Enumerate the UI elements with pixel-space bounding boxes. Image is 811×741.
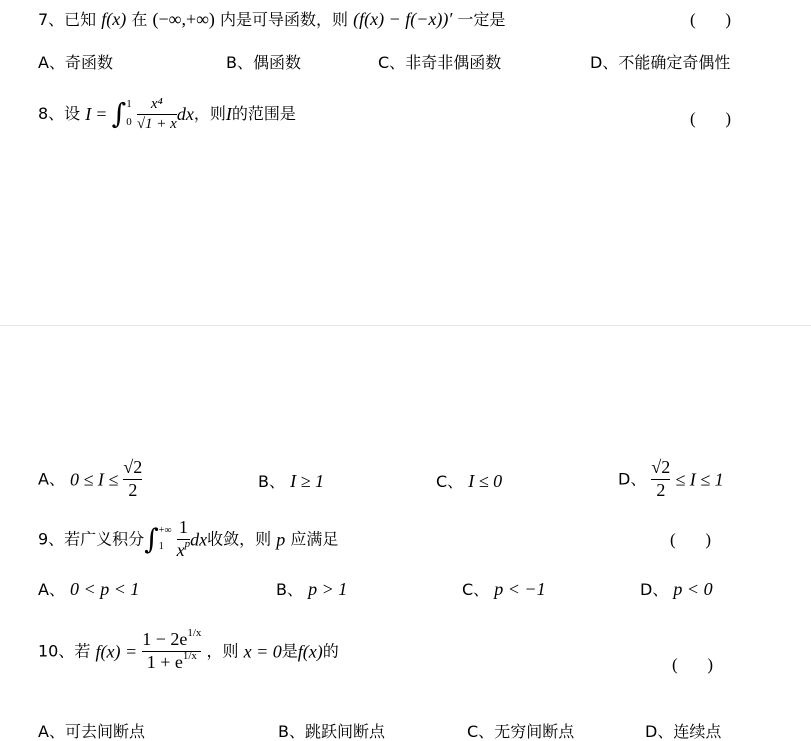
option-letter: D、 xyxy=(590,53,619,72)
option-letter: A、 xyxy=(38,469,65,489)
q7-expression: (f(x) − f(−x))′ xyxy=(353,9,453,29)
q7-fx: f(x) xyxy=(101,9,127,29)
q10-is: 是 xyxy=(281,641,298,661)
q9-fraction xyxy=(177,518,191,561)
option-math: 0 < p < 1 xyxy=(70,579,140,599)
option-text: 连续点 xyxy=(673,722,722,741)
q10-option-b[interactable] xyxy=(278,724,385,740)
q8-eq: = xyxy=(96,104,107,124)
q10-prefix: 10、若 xyxy=(38,641,91,661)
q7-option-c[interactable] xyxy=(378,55,501,71)
question-9-stem xyxy=(38,518,338,561)
option-text: 奇函数 xyxy=(64,53,113,72)
q7-option-a[interactable] xyxy=(38,55,113,71)
q8-suffix: ，则 xyxy=(193,104,226,123)
q7-interval: (−∞,+∞) xyxy=(152,9,215,29)
option-text: 不能确定奇偶性 xyxy=(618,53,731,72)
q9-den-exponent: p xyxy=(184,537,191,550)
integral-sign: ∫ xyxy=(111,97,127,130)
q8-answer-blank[interactable]: ( ) xyxy=(690,109,732,128)
option-letter: D、 xyxy=(640,580,669,599)
option-fraction xyxy=(123,458,142,501)
q8-option-c[interactable] xyxy=(436,472,502,490)
option-letter: C、 xyxy=(467,722,495,741)
q10-num-exponent: 1/x xyxy=(187,627,202,639)
q10-denominator xyxy=(142,649,201,673)
option-letter: B、 xyxy=(258,472,285,491)
option-math: ≤ I ≤ 1 xyxy=(675,469,724,490)
frac-numerator: √2 xyxy=(123,457,143,477)
option-letter: B、 xyxy=(276,580,303,599)
option-letter: D、 xyxy=(645,722,674,741)
q9-var: p xyxy=(276,529,286,550)
page-divider xyxy=(0,325,811,326)
option-math: 0 ≤ I ≤ xyxy=(70,469,119,490)
q8-int-lower: 0 xyxy=(126,116,132,128)
option-letter: B、 xyxy=(278,722,305,741)
q9-option-b[interactable] xyxy=(276,580,347,598)
question-10-stem xyxy=(38,627,339,673)
q9-dx: dx xyxy=(190,529,208,550)
q9-int-upper: +∞ xyxy=(158,525,172,537)
q10-cond: x = 0 xyxy=(243,641,282,662)
q10-option-c[interactable] xyxy=(467,724,574,740)
q8-int-upper: 1 xyxy=(126,98,132,111)
q10-fx2: f(x) xyxy=(297,641,323,662)
option-letter: A、 xyxy=(38,722,65,741)
option-letter: D、 xyxy=(618,469,647,489)
option-math: p > 1 xyxy=(308,579,348,599)
q9-den-base: x xyxy=(176,539,185,560)
q8-dx: dx xyxy=(176,104,194,124)
option-math: p < 0 xyxy=(673,579,713,599)
option-letter: C、 xyxy=(378,53,406,72)
option-text: 可去间断点 xyxy=(64,722,145,741)
q9-suffix: 应满足 xyxy=(290,529,339,549)
q7-option-b[interactable] xyxy=(226,55,301,71)
q8-fraction xyxy=(137,96,177,132)
q10-fraction xyxy=(142,627,202,673)
q8-var2: I xyxy=(225,104,232,124)
option-math: p < −1 xyxy=(494,579,546,599)
q9-middle: 收敛，则 xyxy=(207,529,272,549)
option-text: 偶函数 xyxy=(252,53,301,72)
q8-option-b[interactable] xyxy=(258,472,324,490)
q9-option-a[interactable] xyxy=(38,580,139,598)
q7-middle: 内是可导函数，则 xyxy=(220,10,349,29)
q8-option-a[interactable] xyxy=(38,458,142,501)
integral-sign: ∫ xyxy=(144,522,159,556)
frac-denominator: 2 xyxy=(128,479,138,500)
q7-option-d[interactable] xyxy=(590,55,730,71)
q10-den-main: 1 + e xyxy=(146,651,183,672)
frac-denominator: 2 xyxy=(656,479,666,500)
q7-in: 在 xyxy=(131,10,148,29)
question-8-stem xyxy=(38,96,296,132)
option-letter: C、 xyxy=(436,472,464,491)
q10-numerator xyxy=(142,627,202,650)
q8-var: I xyxy=(85,104,92,124)
q10-fx: f(x) = xyxy=(95,641,138,662)
option-fraction xyxy=(651,458,670,501)
q10-option-a[interactable] xyxy=(38,724,145,740)
option-math: I ≥ 1 xyxy=(290,471,324,491)
q10-answer-blank[interactable]: ( ) xyxy=(672,655,714,674)
q9-option-c[interactable] xyxy=(462,580,546,598)
q8-numerator: x⁴ xyxy=(150,96,163,112)
option-letter: A、 xyxy=(38,53,65,72)
q10-middle: ，则 xyxy=(206,641,239,661)
q8-option-d[interactable] xyxy=(618,458,724,501)
q10-num-main: 1 − 2e xyxy=(142,629,188,649)
option-text: 无穷间断点 xyxy=(494,722,575,741)
q9-prefix: 9、若广义积分 xyxy=(38,529,145,549)
q10-option-d[interactable] xyxy=(645,724,721,740)
option-text: 非奇非偶函数 xyxy=(405,53,502,72)
q7-answer-blank[interactable]: ( ) xyxy=(690,10,732,29)
q9-answer-blank[interactable]: ( ) xyxy=(670,530,712,549)
option-letter: A、 xyxy=(38,580,65,599)
q9-int-lower: 1 xyxy=(158,541,164,553)
q9-denominator xyxy=(176,537,191,561)
option-math: I ≤ 0 xyxy=(468,471,503,491)
option-letter: B、 xyxy=(226,53,253,72)
q7-suffix: 一定是 xyxy=(457,10,506,29)
q7-prefix: 7、已知 xyxy=(38,10,97,29)
question-7-stem xyxy=(38,10,505,28)
q10-den-exponent: 1/x xyxy=(182,649,197,662)
option-letter: C、 xyxy=(462,580,490,599)
q10-suffix: 的 xyxy=(322,641,339,661)
frac-numerator: √2 xyxy=(651,457,671,477)
q9-numerator: 1 xyxy=(178,517,188,537)
q8-prefix: 8、设 xyxy=(38,104,81,123)
q8-denominator: √1 + x xyxy=(136,115,177,132)
q9-option-d[interactable] xyxy=(640,580,713,598)
q8-suffix2: 的范围是 xyxy=(231,104,296,123)
option-text: 跳跃间断点 xyxy=(304,722,385,741)
